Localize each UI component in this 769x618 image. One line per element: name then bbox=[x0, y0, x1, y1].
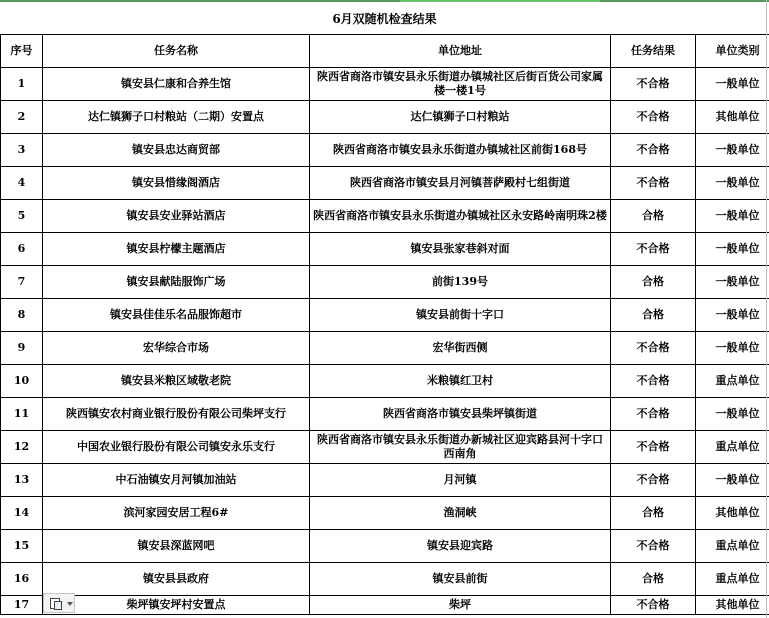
cell-result[interactable]: 合格 bbox=[611, 497, 696, 530]
cell-task-name[interactable]: 镇安县献陆服饰广场 bbox=[43, 266, 310, 299]
table-row bbox=[1, 266, 769, 299]
cell-address[interactable]: 陕西省商洛市镇安县柴坪镇街道 bbox=[310, 398, 611, 431]
cell-result[interactable]: 不合格 bbox=[611, 233, 696, 266]
table-row bbox=[1, 431, 769, 464]
cell-result[interactable]: 不合格 bbox=[611, 596, 696, 615]
cell-index[interactable]: 14 bbox=[1, 497, 43, 530]
cell-category[interactable]: 一般单位 bbox=[696, 464, 769, 497]
cell-result[interactable]: 不合格 bbox=[611, 68, 696, 101]
cell-result[interactable]: 合格 bbox=[611, 200, 696, 233]
cell-category[interactable]: 其他单位 bbox=[696, 101, 769, 134]
cell-address[interactable]: 柴坪 bbox=[310, 596, 611, 615]
cell-task-name[interactable]: 宏华综合市场 bbox=[43, 332, 310, 365]
cell-category[interactable]: 一般单位 bbox=[696, 299, 769, 332]
cell-result[interactable]: 不合格 bbox=[611, 101, 696, 134]
cell-task-name[interactable]: 镇安县惜缘阁酒店 bbox=[43, 167, 310, 200]
cell-result[interactable]: 合格 bbox=[611, 266, 696, 299]
cell-index[interactable]: 6 bbox=[1, 233, 43, 266]
cell-address[interactable]: 陕西省商洛市镇安县月河镇菩萨殿村七组街道 bbox=[310, 167, 611, 200]
table-row bbox=[1, 398, 769, 431]
cell-address[interactable]: 米粮镇红卫村 bbox=[310, 365, 611, 398]
cell-index[interactable]: 15 bbox=[1, 530, 43, 563]
header-address[interactable]: 单位地址 bbox=[310, 35, 611, 68]
cell-address[interactable]: 渔洞峡 bbox=[310, 497, 611, 530]
cell-task-name[interactable]: 镇安县安业驿站酒店 bbox=[43, 200, 310, 233]
cell-result[interactable]: 合格 bbox=[611, 299, 696, 332]
cell-index[interactable]: 4 bbox=[1, 167, 43, 200]
cell-index[interactable]: 1 bbox=[1, 68, 43, 101]
cell-task-name[interactable]: 镇安县柠檬主题酒店 bbox=[43, 233, 310, 266]
cell-task-name[interactable]: 镇安县仁康和合养生馆 bbox=[43, 68, 310, 101]
table-row bbox=[1, 365, 769, 398]
table-row bbox=[1, 299, 769, 332]
cell-index[interactable]: 7 bbox=[1, 266, 43, 299]
table-row bbox=[1, 464, 769, 497]
table-row bbox=[1, 497, 769, 530]
cell-task-name[interactable]: 镇安县米粮区域敬老院 bbox=[43, 365, 310, 398]
cell-result[interactable]: 不合格 bbox=[611, 134, 696, 167]
table-row bbox=[1, 233, 769, 266]
paste-options-icon[interactable] bbox=[43, 593, 75, 613]
table-row bbox=[1, 563, 769, 596]
cell-result[interactable]: 不合格 bbox=[611, 431, 696, 464]
cell-address[interactable]: 陕西省商洛市镇安县永乐街道办新城社区迎宾路县河十字口西南角 bbox=[310, 431, 611, 464]
cell-result[interactable]: 不合格 bbox=[611, 167, 696, 200]
cell-task-name[interactable]: 镇安县县政府 bbox=[43, 563, 310, 596]
header-category[interactable]: 单位类别 bbox=[696, 35, 769, 68]
cell-category[interactable]: 重点单位 bbox=[696, 431, 769, 464]
cell-index[interactable]: 16 bbox=[1, 563, 43, 596]
cell-task-name[interactable]: 镇安县忠达商贸部 bbox=[43, 134, 310, 167]
header-row bbox=[1, 35, 769, 68]
table-row bbox=[1, 530, 769, 563]
cell-index[interactable]: 3 bbox=[1, 134, 43, 167]
cell-index[interactable]: 11 bbox=[1, 398, 43, 431]
cell-task-name[interactable]: 滨河家园安居工程6# bbox=[43, 497, 310, 530]
sheet-title: 6月双随机检查结果 bbox=[332, 12, 437, 26]
cell-index[interactable]: 8 bbox=[1, 299, 43, 332]
table-row bbox=[1, 596, 769, 615]
cell-task-name[interactable]: 陕西镇安农村商业银行股份有限公司柴坪支行 bbox=[43, 398, 310, 431]
cell-category[interactable]: 一般单位 bbox=[696, 332, 769, 365]
cell-index[interactable]: 2 bbox=[1, 101, 43, 134]
cell-index[interactable]: 12 bbox=[1, 431, 43, 464]
sheet-top-border bbox=[0, 0, 769, 2]
cell-result[interactable]: 不合格 bbox=[611, 464, 696, 497]
cell-address[interactable]: 前街139号 bbox=[310, 266, 611, 299]
cell-result[interactable]: 不合格 bbox=[611, 332, 696, 365]
cell-category[interactable]: 重点单位 bbox=[696, 365, 769, 398]
cell-category[interactable]: 一般单位 bbox=[696, 134, 769, 167]
cell-address[interactable]: 陕西省商洛市镇安县永乐街道办镇城社区后街百货公司家属楼一楼1号 bbox=[310, 68, 611, 101]
cell-category[interactable]: 其他单位 bbox=[696, 596, 769, 615]
table-row bbox=[1, 167, 769, 200]
cell-task-name[interactable]: 中石油镇安月河镇加油站 bbox=[43, 464, 310, 497]
cell-result[interactable]: 合格 bbox=[611, 563, 696, 596]
cell-task-name[interactable]: 达仁镇狮子口村粮站（二期）安置点 bbox=[43, 101, 310, 134]
cell-address[interactable]: 陕西省商洛市镇安县永乐街道办镇城社区永安路岭南明珠2楼 bbox=[310, 200, 611, 233]
cell-index[interactable]: 9 bbox=[1, 332, 43, 365]
cell-category[interactable]: 一般单位 bbox=[696, 167, 769, 200]
cell-index[interactable]: 17 bbox=[1, 596, 43, 615]
cell-task-name[interactable]: 中国农业银行股份有限公司镇安永乐支行 bbox=[43, 431, 310, 464]
sheet-right-edge bbox=[766, 0, 767, 618]
table-row bbox=[1, 68, 769, 101]
cell-category[interactable]: 重点单位 bbox=[696, 563, 769, 596]
header-result[interactable]: 任务结果 bbox=[611, 35, 696, 68]
cell-task-name[interactable]: 镇安县深蓝网吧 bbox=[43, 530, 310, 563]
table-body bbox=[1, 68, 769, 615]
results-table bbox=[0, 34, 769, 615]
chevron-down-icon bbox=[67, 602, 73, 606]
table-row bbox=[1, 134, 769, 167]
table-row bbox=[1, 200, 769, 233]
cell-address[interactable]: 月河镇 bbox=[310, 464, 611, 497]
cell-index[interactable]: 10 bbox=[1, 365, 43, 398]
cell-category[interactable]: 一般单位 bbox=[696, 398, 769, 431]
cell-address[interactable]: 宏华街西侧 bbox=[310, 332, 611, 365]
cell-address[interactable]: 镇安县张家巷斜对面 bbox=[310, 233, 611, 266]
cell-address[interactable]: 陕西省商洛市镇安县永乐街道办镇城社区前街168号 bbox=[310, 134, 611, 167]
cell-category[interactable]: 一般单位 bbox=[696, 68, 769, 101]
cell-category[interactable]: 一般单位 bbox=[696, 200, 769, 233]
cell-task-name[interactable]: 柴坪镇安坪村安置点 bbox=[43, 596, 310, 615]
cell-category[interactable]: 一般单位 bbox=[696, 233, 769, 266]
cell-result[interactable]: 不合格 bbox=[611, 398, 696, 431]
cell-address[interactable]: 镇安县前街 bbox=[310, 563, 611, 596]
table-row bbox=[1, 101, 769, 134]
cell-category[interactable]: 一般单位 bbox=[696, 266, 769, 299]
cell-result[interactable]: 不合格 bbox=[611, 365, 696, 398]
cell-category[interactable]: 重点单位 bbox=[696, 530, 769, 563]
cell-index[interactable]: 5 bbox=[1, 200, 43, 233]
cell-task-name[interactable]: 镇安县佳佳乐名品服饰超市 bbox=[43, 299, 310, 332]
cell-category[interactable]: 其他单位 bbox=[696, 497, 769, 530]
cell-result[interactable]: 不合格 bbox=[611, 530, 696, 563]
cell-address[interactable]: 镇安县迎宾路 bbox=[310, 530, 611, 563]
header-index[interactable]: 序号 bbox=[1, 35, 43, 68]
table-row bbox=[1, 332, 769, 365]
cell-address[interactable]: 镇安县前街十字口 bbox=[310, 299, 611, 332]
header-task-name[interactable]: 任务名称 bbox=[43, 35, 310, 68]
cell-address[interactable]: 达仁镇狮子口村粮站 bbox=[310, 101, 611, 134]
cell-index[interactable]: 13 bbox=[1, 464, 43, 497]
